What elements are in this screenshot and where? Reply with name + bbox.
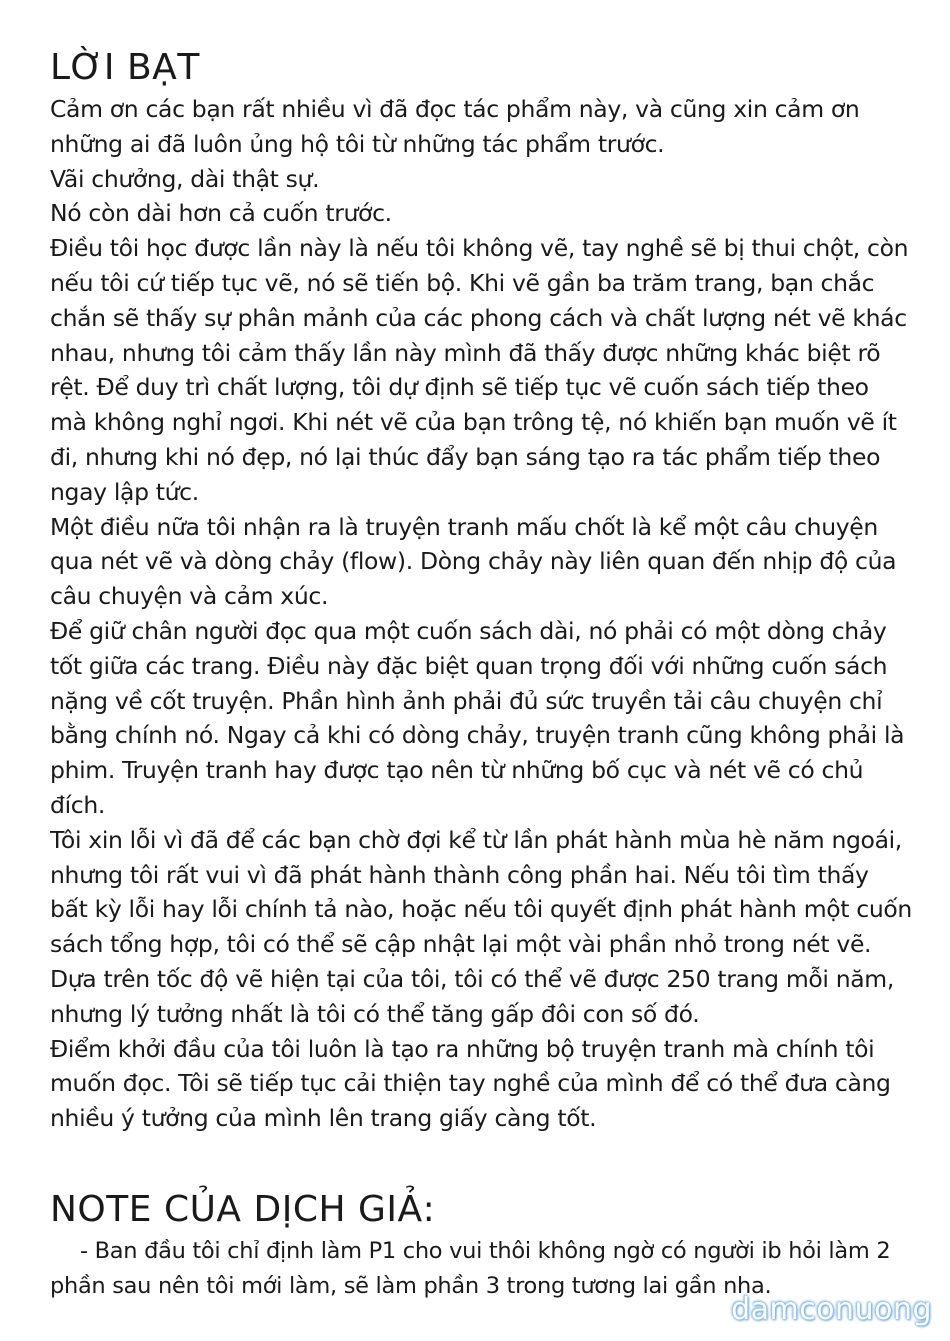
afterword-paragraph-6: Để giữ chân người đọc qua một cuốn sách dài, nó phải có một dòng chảy tốt giữa các trang. Điều này đặc biệt quan trọng đối với những cuốn sách nặng về cốt truyện. Phần hình ảnh phải đủ sức truyền tải câu chuyện chỉ bằng chính nó. Ngay cả khi có dòng chảy, truyện tranh cũng không phải là phim. Truyện tranh hay được tạo nên từ những bố cục và nét vẽ có chủ đích.	[50, 616, 905, 819]
afterword-paragraph-9: Điểm khởi đầu của tôi luôn là tạo ra những bộ truyện tranh mà chính tôi muốn đọc. Tôi sẽ tiếp tục cải thiện tay nghề của mình để có thể đưa càng nhiều ý tưởng của mình lên trang giấy càng tốt.	[50, 1034, 891, 1133]
translator-note-text: - Ban đầu tôi chỉ định làm P1 cho vui thôi không ngờ có người ib hỏi làm 2 phần sau nên tôi mới làm, sẽ làm phần 3 trong tương lai gần nha.	[50, 1237, 891, 1299]
afterword-paragraph-8: Dựa trên tốc độ vẽ hiện tại của tôi, tôi có thể vẽ được 250 trang mỗi năm, nhưng lý tưởng nhất là tôi có thể tăng gấp đôi con số đó.	[50, 964, 894, 1028]
afterword-paragraph-1: Cảm ơn các bạn rất nhiều vì đã đọc tác phẩm này, và cũng xin cảm ơn những ai đã luôn ủng hộ tôi từ những tác phẩm trước.	[50, 95, 860, 158]
afterword-paragraph-3: Nó còn dài hơn cả cuốn trước.	[50, 199, 392, 228]
afterword-paragraph-4: Điều tôi học được lần này là nếu tôi không vẽ, tay nghề sẽ bị thui chột, còn nếu tôi cứ tiếp tục vẽ, nó sẽ tiến bộ. Khi vẽ gần ba trăm trang, bạn chắc chắn sẽ thấy sự phân mảnh của các phong cách và chất lượng nét vẽ khác nhau, nhưng tôi cảm thấy lần này mình đã thấy được những khác biệt rõ rệt. Để duy trì chất lượng, tôi dự định sẽ tiếp tục vẽ cuốn sách tiếp theo mà không nghỉ ngơi. Khi nét vẽ của bạn trông tệ, nó khiến bạn muốn vẽ ít đi, nhưng khi nó đẹp, nó lại thúc đẩy bạn sáng tạo ra tác phẩm tiếp theo ngay lập tức.	[50, 234, 909, 506]
afterword-body	[50, 92, 912, 1136]
afterword-title: LỜI BẠT	[50, 47, 200, 88]
afterword-paragraph-2: Vãi chưởng, dài thật sự.	[50, 164, 320, 193]
translator-note-title: NOTE CỦA DỊCH GIẢ:	[50, 1188, 436, 1230]
document-page	[50, 44, 912, 1304]
watermark-logo: damconuong	[731, 1292, 932, 1327]
afterword-paragraph-5: Một điều nữa tôi nhận ra là truyện tranh mấu chốt là kể một câu chuyện qua nét vẽ và dòng chảy (flow). Dòng chảy này liên quan đến nhịp độ của câu chuyện và cảm xúc.	[50, 512, 897, 611]
afterword-paragraph-7: Tôi xin lỗi vì đã để các bạn chờ đợi kể từ lần phát hành mùa hè năm ngoái, nhưng tôi rất vui vì đã phát hành thành công phần hai. Nếu tôi tìm thấy bất kỳ lỗi hay lỗi chính tả nào, hoặc nếu tôi quyết định phát hành một cuốn sách tổng hợp, tôi có thể sẽ cập nhật lại một vài phần nhỏ trong nét vẽ.	[50, 825, 912, 959]
